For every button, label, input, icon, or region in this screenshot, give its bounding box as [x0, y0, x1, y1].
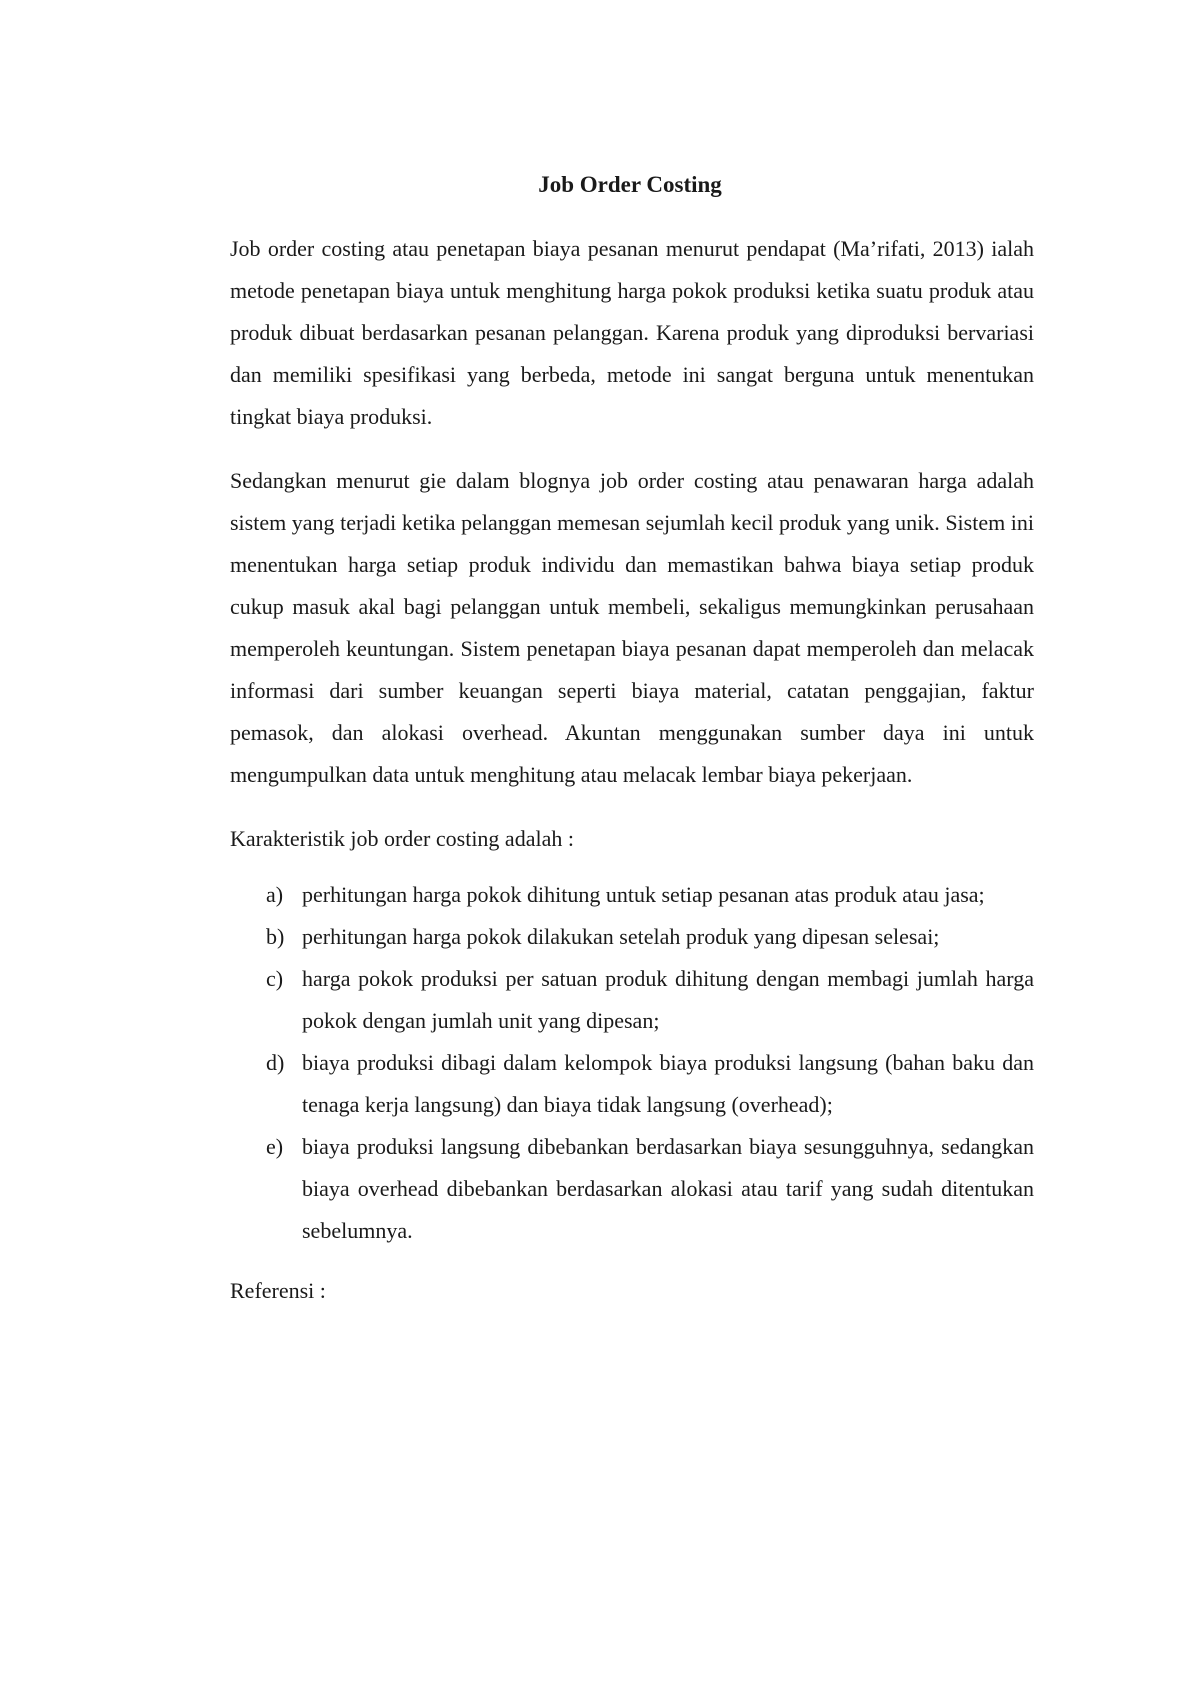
- list-item-text: biaya produksi langsung dibebankan berdasarkan biaya sesungguhnya, sedangkan biaya overhead dibebankan berdasarkan alokasi atau tarif yang sudah ditentukan sebelumnya.: [302, 1134, 1034, 1243]
- list-item-text: perhitungan harga pokok dilakukan setelah produk yang dipesan selesai;: [302, 924, 940, 949]
- list-item-text: perhitungan harga pokok dihitung untuk setiap pesanan atas produk atau jasa;: [302, 882, 985, 907]
- list-marker: e): [266, 1134, 284, 1159]
- list-intro: Karakteristik job order costing adalah :: [230, 826, 574, 851]
- list-marker: c): [266, 966, 284, 991]
- list-item: [230, 958, 1034, 1042]
- list-item: [230, 916, 1034, 958]
- characteristics-list: [230, 874, 1034, 1252]
- list-item-text: biaya produksi dibagi dalam kelompok biaya produksi langsung (bahan baku dan tenaga kerja langsung) dan biaya tidak langsung (overhead);: [302, 1050, 1034, 1117]
- list-marker: d): [266, 1050, 285, 1075]
- list-item: [230, 874, 1034, 916]
- document-body: [230, 228, 1034, 1312]
- page-title: Job Order Costing: [538, 172, 722, 197]
- list-item: [230, 1126, 1034, 1252]
- references-heading: Referensi :: [230, 1278, 326, 1303]
- list-item-text: harga pokok produksi per satuan produk dihitung dengan membagi jumlah harga pokok dengan jumlah unit yang dipesan;: [302, 966, 1034, 1033]
- list-marker: a): [266, 882, 284, 907]
- paragraph-gie-definition: Sedangkan menurut gie dalam blognya job order costing atau penawaran harga adalah sistem yang terjadi ketika pelanggan memesan sejumlah kecil produk yang unik. Sistem ini menentukan harga setiap produk individu dan memastikan bahwa biaya setiap produk cukup masuk akal bagi pelanggan untuk membeli, sekaligus memungkinkan perusahaan memperoleh keuntungan. Sistem penetapan biaya pesanan dapat memperoleh dan melacak informasi dari sumber keuangan seperti biaya material, catatan penggajian, faktur pemasok, dan alokasi overhead. Akuntan menggunakan sumber daya ini untuk mengumpulkan data untuk menghitung atau melacak lembar biaya pekerjaan.: [230, 468, 1034, 787]
- paragraph-definition: Job order costing atau penetapan biaya pesanan menurut pendapat (Ma’rifati, 2013) ialah metode penetapan biaya untuk menghitung harga pokok produksi ketika suatu produk atau produk dibuat berdasarkan pesanan pelanggan. Karena produk yang diproduksi bervariasi dan memiliki spesifikasi yang berbeda, metode ini sangat berguna untuk menentukan tingkat biaya produksi.: [230, 236, 1034, 429]
- list-item: [230, 1042, 1034, 1126]
- list-marker: b): [266, 924, 285, 949]
